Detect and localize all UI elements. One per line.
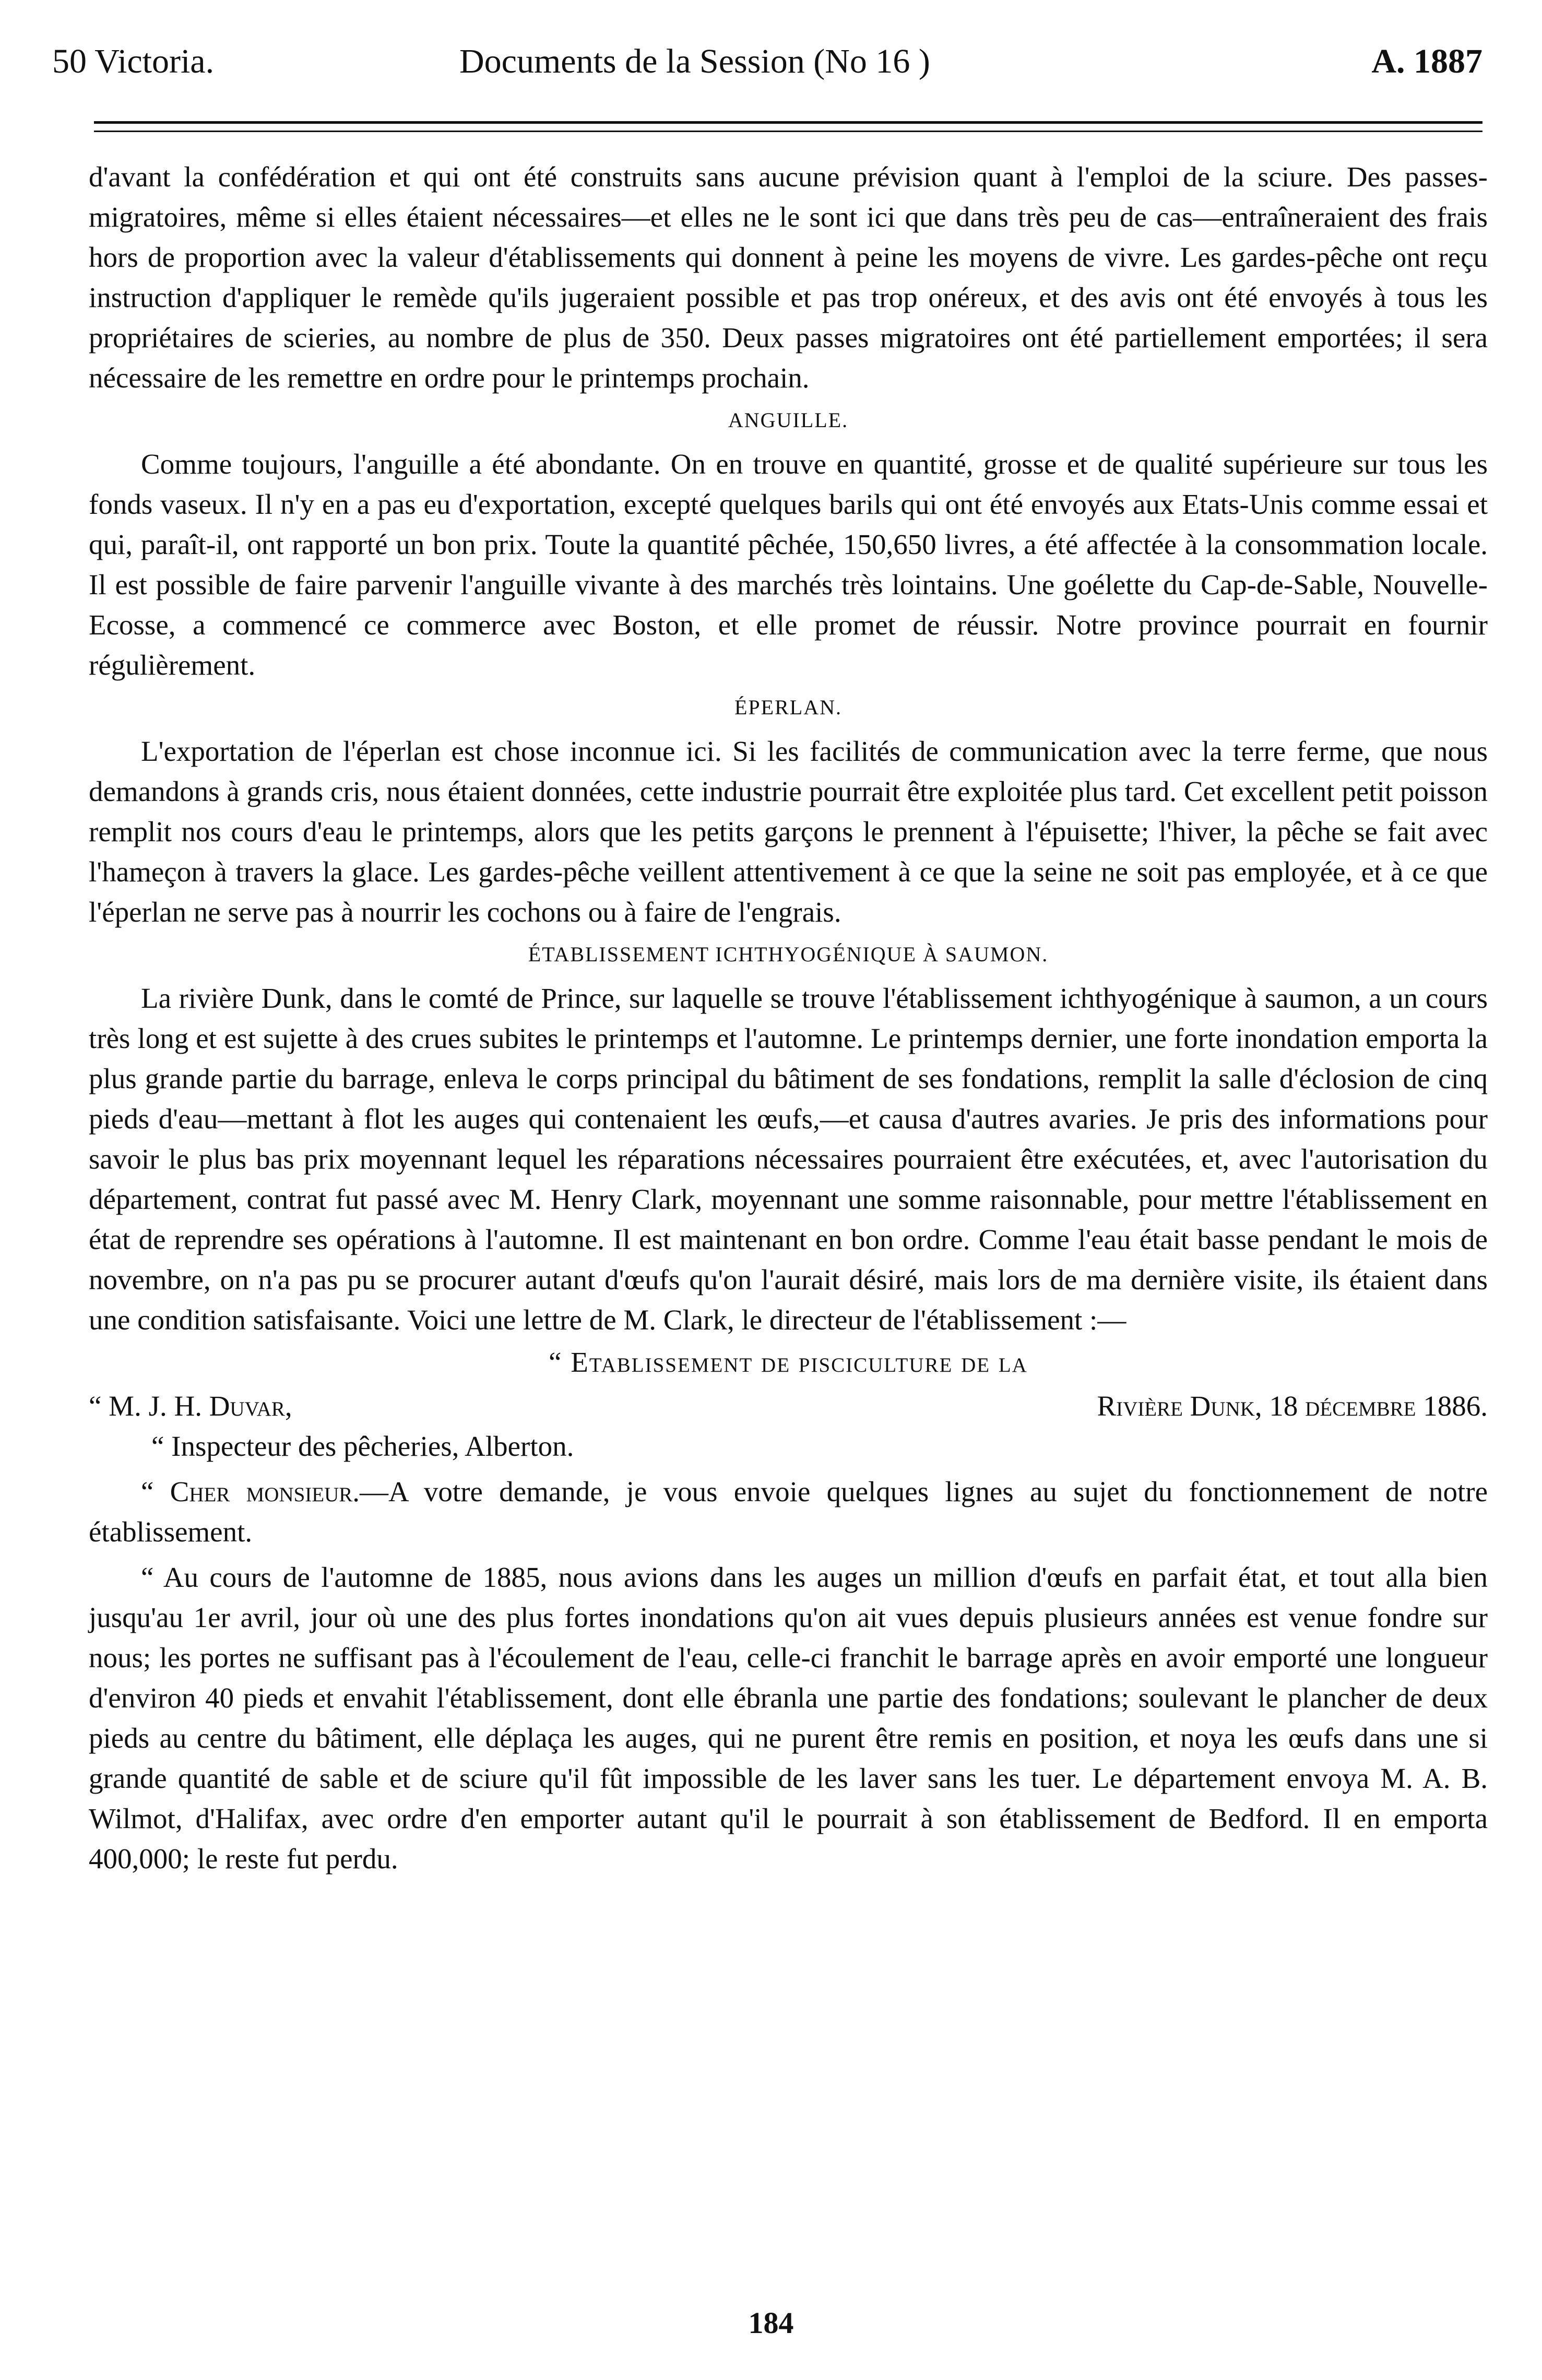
section-heading-anguille: ANGUILLE. [728,408,849,432]
section-heading-saumon: ÉTABLISSEMENT ICHTHYOGÉNIQUE À SAUMON. [528,942,1049,966]
letter-paragraph-flood: “ Au cours de l'automne de 1885, nous avions dans les auges un million d'œufs en parfait état, et tout alla bien jusqu'au 1er avril, jour où une des plus fortes inondations qu'on ait vues depuis plusieurs années est venue fondre sur nous; les portes ne suffisant pas à l'écoulement de l'eau, celle-ci franchit le barrage après en avoir emporté une longueur d'environ 40 pieds et envahit l'établissement, dont elle ébranla une partie des fondations; soulevant le plancher de deux pieds au centre du bâtiment, elle déplaça les auges, qui ne purent être remis en position, et noya les œufs dans une si grande quantité de sable et de sciure qu'il fût impossible de les laver sans les tuer. Le département envoya M. A. B. Wilmot, d'Halifax, avec ordre d'en emporter autant qu'il le pourrait à son établissement de Bedford. Il en emporta 400,000; le reste fut perdu. [89,1561,1488,1875]
header-volume: 50 Victoria. [52,42,215,80]
letter-inspector: “ Inspecteur des pêcheries, Alberton. [151,1430,574,1462]
page-body [89,157,1488,1884]
letter-salutation [89,1471,1488,1552]
letter-address-line [89,1386,1488,1426]
paragraph-anguille: Comme toujours, l'anguille a été abondante. On en trouve en quantité, grosse et de qualité supérieure sur tous les fonds vaseux. Il n'y en a pas eu d'exportation, excepté quelques barils qui ont été envoyés aux Etats-Unis comme essai et qui, paraît-il, ont rapporté un bon prix. Toute la quantité pêchée, 150,650 livres, a été affectée à la consommation locale. Il est possible de faire parvenir l'anguille vivante à des marchés très lointains. Une goélette du Cap-de-Sable, Nouvelle-Ecosse, a commencé ce commerce avec Boston, et elle promet de réussir. Notre province pourrait en fournir régulièrement. [89,448,1488,681]
paragraph-eperlan: L'exportation de l'éperlan est chose inconnue ici. Si les facilités de communication avec la terre ferme, que nous demandons à grands cris, nous étaient données, cette industrie pourrait être exploitée plus tard. Cet excellent petit poisson remplit nos cours d'eau le printemps, alors que les petits garçons le prennent à l'épuisette; l'hiver, la pêche se fait avec l'hameçon à travers la glace. Les gardes-pêche veillent attentivement à ce que la seine ne soit pas employée, et à ce que l'éperlan ne serve pas à nourrir les cochons ou à faire de l'engrais. [89,735,1488,928]
letter-heading: “ Etablissement de pisciculture de la [549,1346,1028,1378]
paragraph-saumon: La rivière Dunk, dans le comté de Prince, sur laquelle se trouve l'établissement ichthyogénique à saumon, a un cours très long et est sujette à des crues subites le printemps et l'automne. Le printemps dernier, une forte inondation emporta la plus grande partie du barrage, enleva le corps principal du bâtiment de ses fondations, remplit la salle d'éclosion de cinq pieds d'eau—mettant à flot les auges qui contenaient les œufs,—et causa d'autres avaries. Je pris des informations pour savoir le plus bas prix moyennant lequel les réparations nécessaires pourraient être exécutées, et, avec l'autorisation du département, contrat fut passé avec M. Henry Clark, moyennant une somme raisonnable, pour mettre l'établissement en état de reprendre ses opérations à l'automne. Il est maintenant en bon ordre. Comme l'eau était basse pendant le mois de novembre, on n'a pas pu se procurer autant d'œufs qu'on l'aurait désiré, mais lors de ma dernière visite, ils étaient dans une condition satisfaisante. Voici une lettre de M. Clark, le directeur de l'établissement :— [89,982,1488,1336]
header-title: Documents de la Session (No 16 ) [459,42,930,80]
running-header [52,42,1482,99]
letter-addressee: “ M. J. H. Duvar, [89,1390,292,1422]
header-rule-thin [94,131,1482,132]
letter-place-date: Rivière Dunk, 18 décembre 1886. [1097,1390,1488,1422]
section-heading-eperlan: ÉPERLAN. [734,696,842,719]
page-number: 184 [748,2306,794,2340]
salutation-rest: —A votre demande, je vous envoie quelques lignes au sujet du fonctionnement de notre établissement. [89,1476,1488,1548]
header-year: A. 1887 [1371,42,1482,80]
salutation-prefix: “ Cher monsieur. [141,1476,360,1507]
header-rule-thick [94,121,1482,124]
paragraph-sawdust: d'avant la confédération et qui ont été construits sans aucune prévision quant à l'emploi de la sciure. Des passes-migratoires, même si elles étaient nécessaires—et elles ne le sont ici que dans très peu de cas—entraîneraient des frais hors de proportion avec la valeur d'établissements qui donnent à peine les moyens de vivre. Les gardes-pêche ont reçu instruction d'appliquer le remède qu'ils jugeraient possible et pas trop onéreux, et des avis ont été envoyés à tous les propriétaires de scieries, au nombre de plus de 350. Deux passes migratoires ont été partiellement emportées; il sera nécessaire de les remettre en ordre pour le printemps prochain. [89,161,1488,394]
